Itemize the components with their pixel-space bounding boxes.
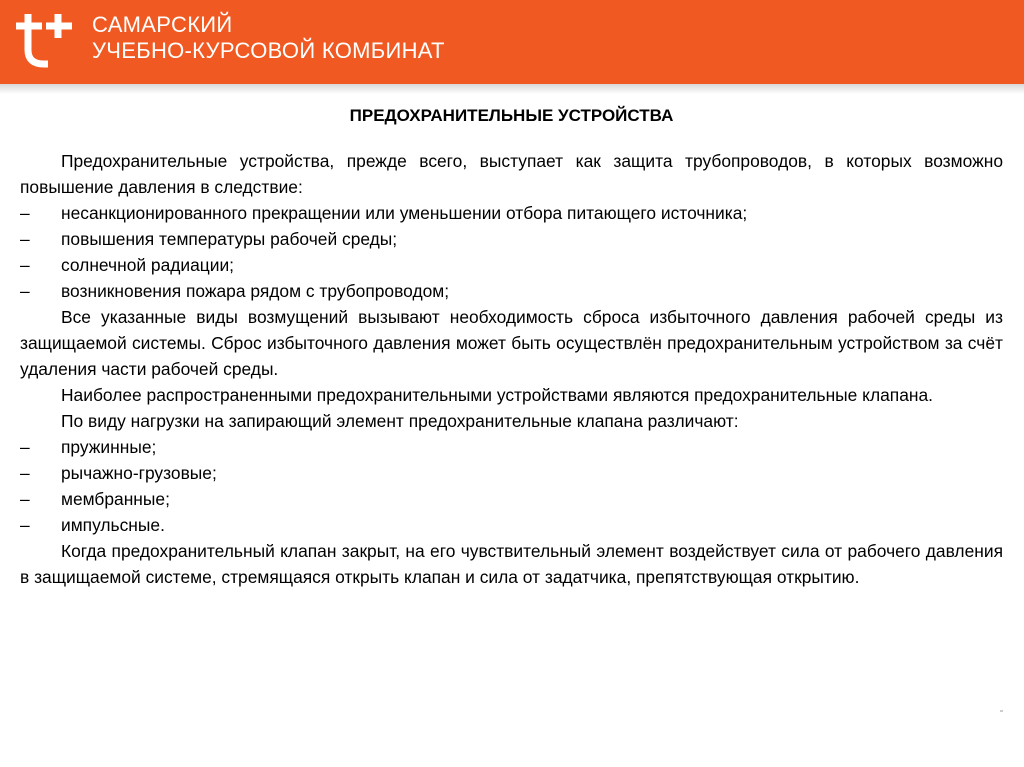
list-dash: –	[20, 255, 30, 275]
list-dash: –	[20, 515, 30, 535]
list-item-text: возникновения пожара рядом с трубопроводом;	[61, 281, 450, 301]
paragraph-common-devices: Наиболее распространенными предохранительными устройствами являются предохранительные клапана.	[61, 385, 933, 405]
intro-paragraph: Предохранительные устройства, прежде всего, выступает как защита трубопроводов, в которых возможно повышение давления в следствие:	[20, 151, 1003, 197]
list-item-text: пружинные;	[61, 437, 157, 457]
paragraph-disturbances: Все указанные виды возмущений вызывают необходимость сброса избыточного давления рабочей среды из защищаемой системы. Сброс избыточного давления может быть осуществлён предохранительным устройством за счёт удаления части рабочей среды.	[20, 307, 1003, 379]
list-dash: –	[20, 489, 30, 509]
list-item	[20, 512, 1003, 538]
list-item	[20, 460, 1003, 486]
list-item-text: несанкционированного прекращении или уменьшении отбора питающего источника;	[61, 203, 748, 223]
list-item-text: импульсные.	[61, 515, 165, 535]
list-dash: –	[20, 203, 30, 223]
header-bar	[0, 0, 1024, 84]
decorative-dot	[1000, 710, 1003, 712]
organization-name	[92, 12, 445, 64]
org-name-line-1: САМАРСКИЙ	[92, 12, 233, 37]
list-item	[20, 200, 1003, 226]
list-dash: –	[20, 437, 30, 457]
list-item	[20, 434, 1003, 460]
list-item-text: солнечной радиации;	[61, 255, 235, 275]
list-item	[20, 252, 1003, 278]
list-item	[20, 226, 1003, 252]
list-dash: –	[20, 229, 30, 249]
list-item	[20, 486, 1003, 512]
paragraph-load-types: По виду нагрузки на запирающий элемент предохранительные клапана различают:	[61, 411, 739, 431]
page-title: ПРЕДОХРАНИТЕЛЬНЫЕ УСТРОЙСТВА	[349, 106, 674, 125]
list-item-text: повышения температуры рабочей среды;	[61, 229, 398, 249]
document-body	[20, 104, 1003, 590]
list-dash: –	[20, 281, 30, 301]
list-item	[20, 278, 1003, 304]
header-shadow	[0, 84, 1024, 94]
tt-logo-icon	[14, 10, 76, 72]
paragraph-valve-closed: Когда предохранительный клапан закрыт, на его чувствительный элемент воздействует сила от рабочего давления в защищаемой системе, стремящаяся открыть клапан и сила от задатчика, препятствующая открытию.	[20, 541, 1003, 587]
list-item-text: рычажно-грузовые;	[61, 463, 217, 483]
list-dash: –	[20, 463, 30, 483]
list-item-text: мембранные;	[61, 489, 170, 509]
org-name-line-2: УЧЕБНО-КУРСОВОЙ КОМБИНАТ	[92, 38, 445, 63]
